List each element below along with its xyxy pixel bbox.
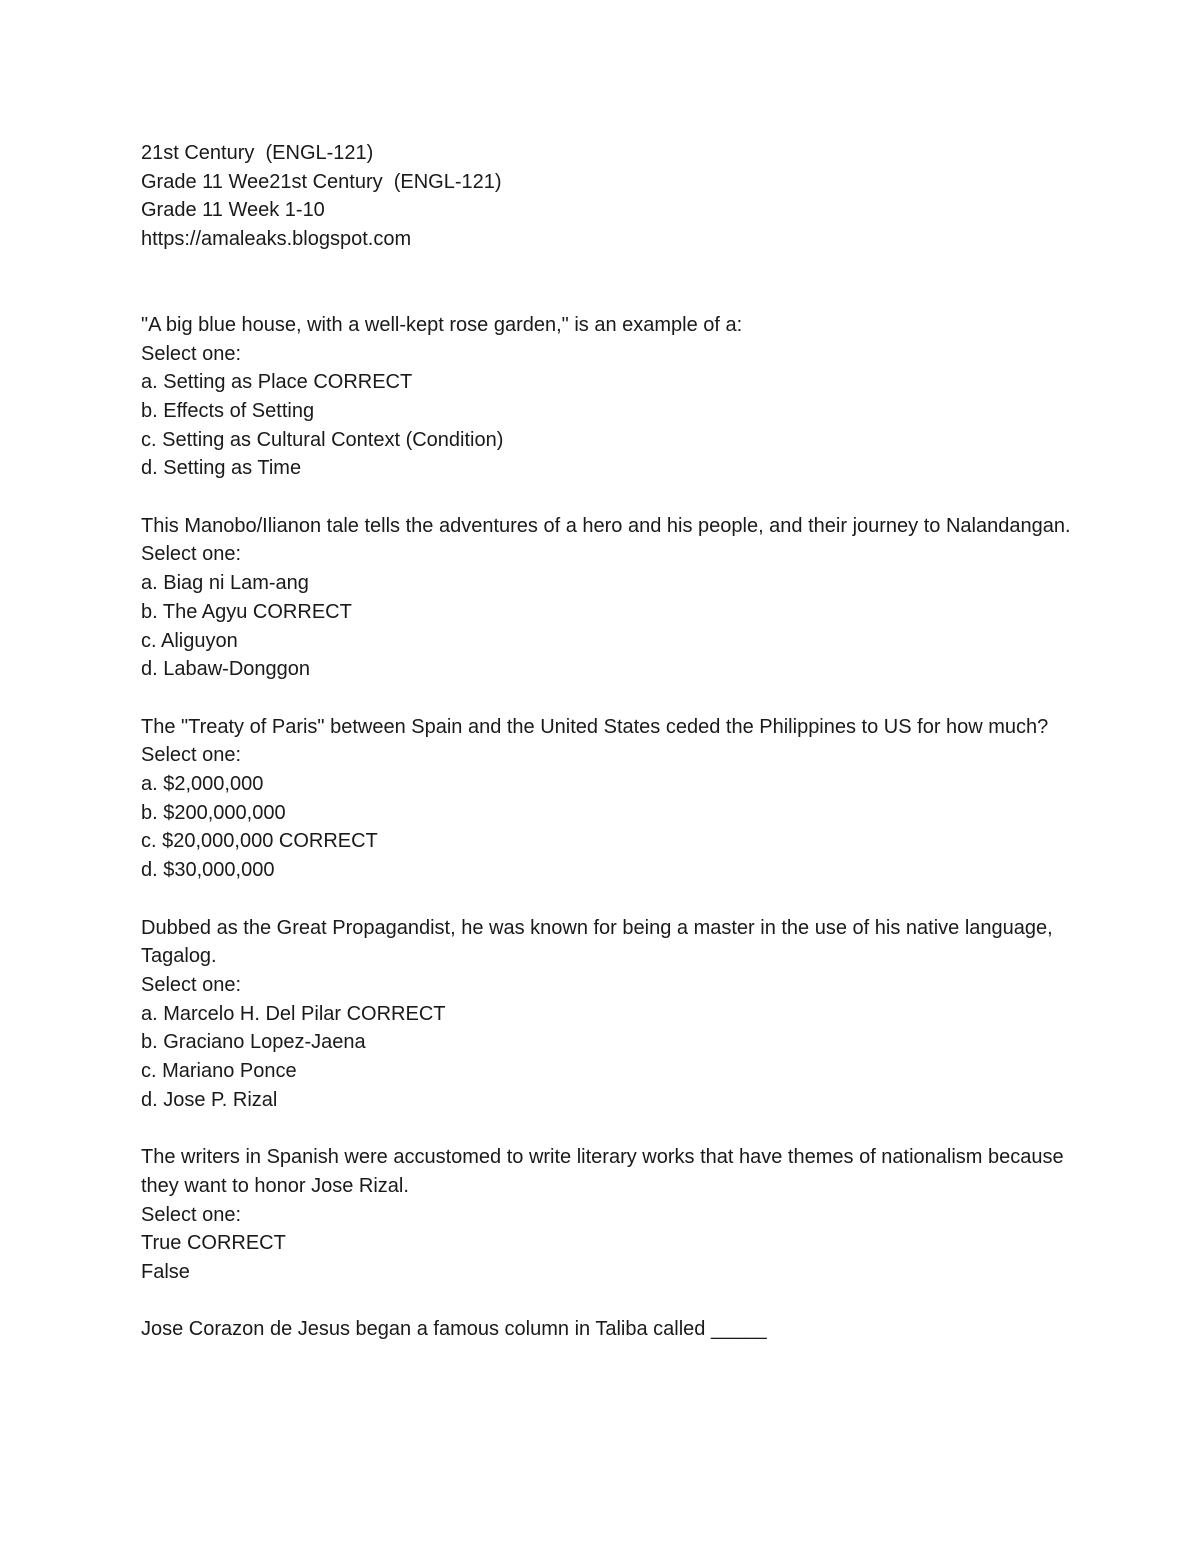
question-1 (141, 311, 1081, 483)
answer-option: c. $20,000,000 CORRECT (141, 830, 378, 853)
question-6 (141, 1315, 1081, 1344)
answer-option: a. Marcelo H. Del Pilar CORRECT (141, 1002, 446, 1025)
question-prompt: Dubbed as the Great Propagandist, he was known for being a master in the use of his native language, Tagalog. (141, 916, 1058, 968)
answer-option: a. Biag ni Lam-ang (141, 572, 309, 595)
select-one-label: Select one: (141, 973, 242, 996)
course-title: 21st Century (ENGL-121) (141, 142, 374, 164)
answer-option: c. Mariano Ponce (141, 1060, 297, 1083)
answer-option: d. Labaw-Donggon (141, 658, 311, 681)
answer-option: True CORRECT (141, 1232, 286, 1255)
select-one-label: Select one: (141, 744, 242, 767)
select-one-label: Select one: (141, 543, 242, 566)
answer-option: a. Setting as Place CORRECT (141, 371, 413, 394)
question-4 (141, 914, 1081, 1115)
answer-option: b. Effects of Setting (141, 399, 315, 422)
answer-option: d. Setting as Time (141, 457, 302, 480)
answer-option: b. $200,000,000 (141, 801, 286, 824)
question-2 (141, 512, 1081, 684)
select-one-label: Select one: (141, 1203, 242, 1226)
question-3 (141, 713, 1081, 885)
answer-option: a. $2,000,000 (141, 773, 264, 796)
question-prompt: "A big blue house, with a well-kept rose garden," is an example of a: (141, 313, 743, 336)
source-url: https://amaleaks.blogspot.com (141, 228, 412, 251)
question-5 (141, 1143, 1081, 1287)
answer-option: b. Graciano Lopez-Jaena (141, 1031, 366, 1054)
answer-option: b. The Agyu CORRECT (141, 600, 352, 623)
document-content (141, 139, 1081, 1373)
question-prompt: Jose Corazon de Jesus began a famous column in Taliba called _____ (141, 1318, 767, 1341)
question-prompt: The "Treaty of Paris" between Spain and the United States ceded the Philippines to US for how much? (141, 715, 1049, 738)
answer-option: c. Aliguyon (141, 629, 238, 652)
question-prompt: The writers in Spanish were accustomed to write literary works that have themes of nationalism because they want to honor Jose Rizal. (141, 1146, 1070, 1197)
select-one-label: Select one: (141, 342, 242, 365)
answer-option: d. Jose P. Rizal (141, 1088, 278, 1111)
answer-option: False (141, 1260, 190, 1283)
answer-option: c. Setting as Cultural Context (Condition) (141, 428, 504, 451)
document-header (141, 139, 1081, 254)
course-subtitle: Grade 11 Wee21st Century (ENGL-121) (141, 170, 502, 193)
week-range: Grade 11 Week 1-10 (141, 199, 325, 222)
question-prompt: This Manobo/Ilianon tale tells the adventures of a hero and his people, and their journey to Nalandangan. (141, 514, 1071, 537)
answer-option: d. $30,000,000 (141, 859, 275, 882)
